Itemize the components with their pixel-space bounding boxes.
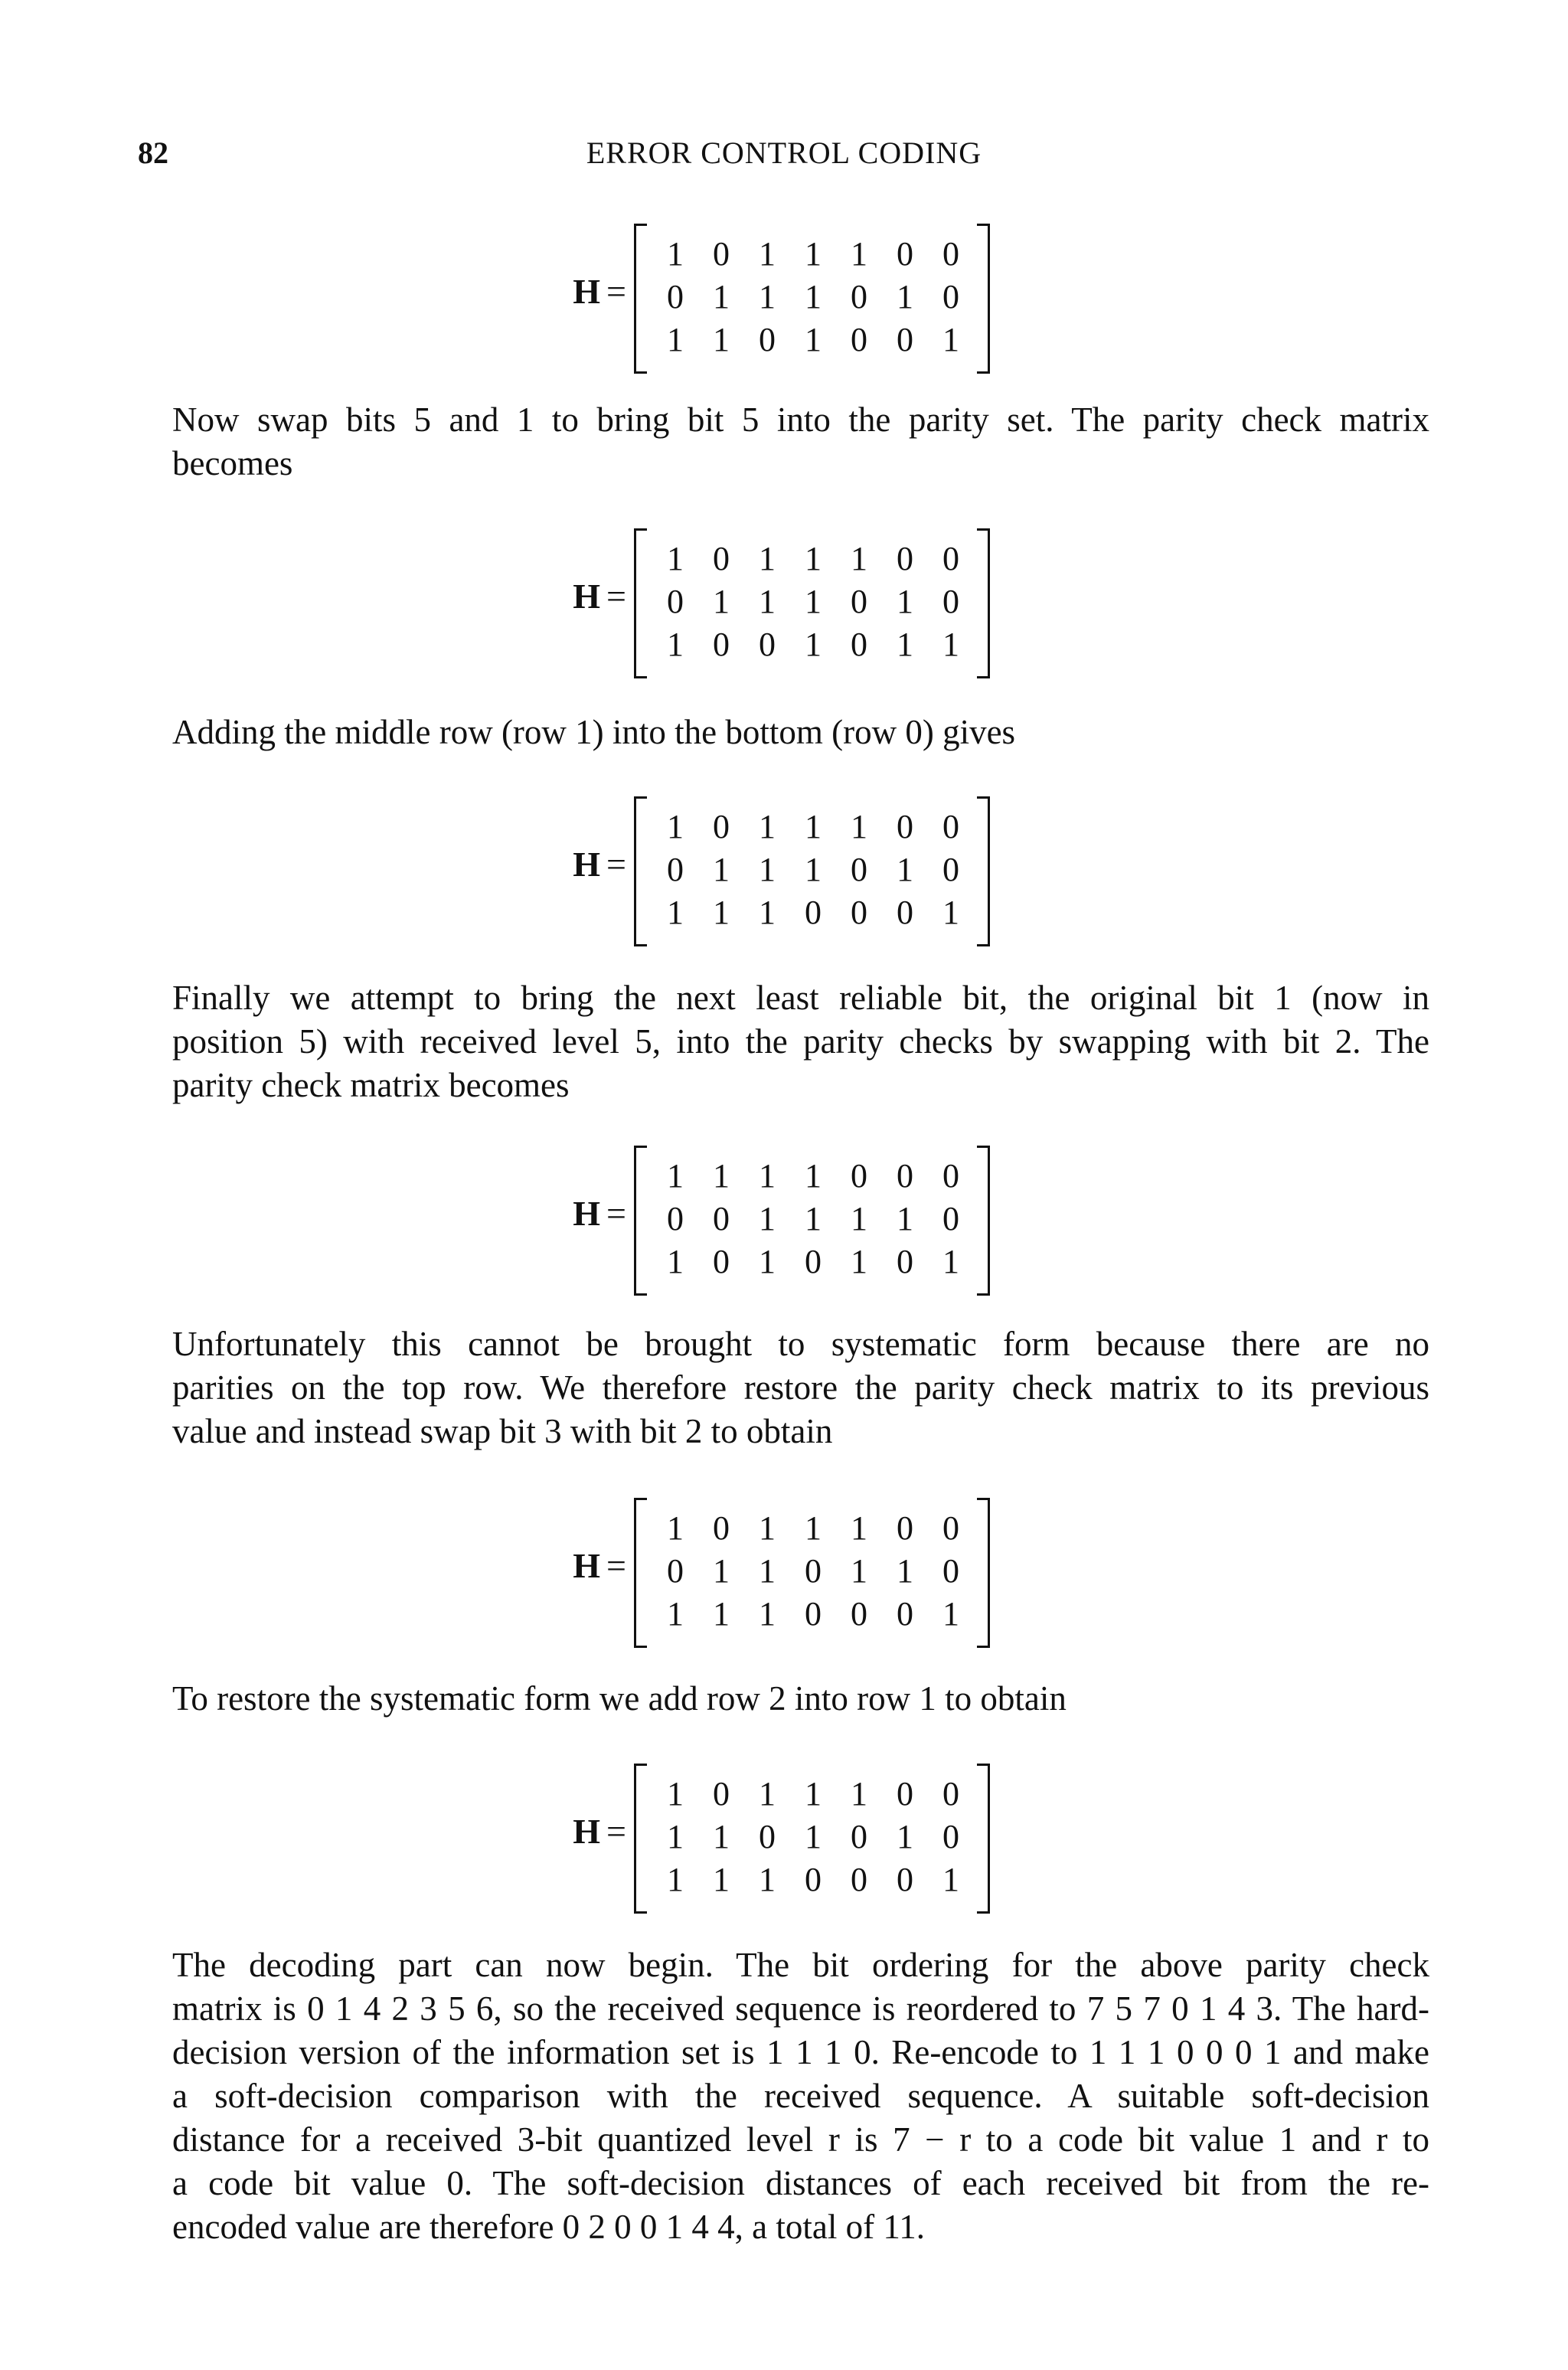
matrix-label: H = — [573, 577, 626, 616]
matrix-cell: 1 — [897, 1552, 913, 1590]
matrix-cell: 1 — [759, 540, 776, 577]
matrix-cell: 0 — [942, 851, 959, 888]
matrix-cell: 1 — [667, 321, 684, 358]
matrix-cell: 0 — [942, 1552, 959, 1590]
matrix-row — [652, 233, 974, 276]
matrix-cell: 1 — [759, 1861, 776, 1898]
matrix-cell: 0 — [667, 851, 684, 888]
matrix-cell: 0 — [713, 1509, 730, 1547]
matrix-cell: 1 — [851, 1509, 867, 1547]
matrix-cell: 0 — [942, 540, 959, 577]
matrix-cell: 0 — [897, 1861, 913, 1898]
text-line: matrix is 0 1 4 2 3 5 6, so the received sequence is reordered to 7 5 7 0 1 4 3. The hard- — [172, 1989, 1429, 2028]
matrix-cell: 1 — [713, 894, 730, 931]
matrix-cell: 1 — [713, 583, 730, 620]
parity-check-matrix — [634, 796, 1017, 943]
matrix-cell: 0 — [667, 583, 684, 620]
text-line: Finally we attempt to bring the next least reliable bit, the original bit 1 (now in — [172, 979, 1429, 1017]
matrix-cell: 1 — [805, 540, 822, 577]
right-bracket — [977, 528, 990, 678]
matrix-cell: 0 — [897, 808, 913, 845]
matrix-label: H = — [573, 1812, 626, 1851]
matrix-cell: 0 — [851, 321, 867, 358]
matrix-cell: 0 — [942, 278, 959, 315]
matrix-cell: 1 — [942, 1595, 959, 1633]
matrix-cell: 1 — [897, 851, 913, 888]
matrix-row — [652, 1773, 974, 1816]
text-line: Adding the middle row (row 1) into the bottom (row 0) gives — [172, 713, 1016, 751]
matrix-cell: 1 — [851, 540, 867, 577]
running-head: ERROR CONTROL CODING — [586, 136, 982, 170]
matrix-cell: 1 — [759, 808, 776, 845]
matrix-cell: 1 — [667, 1595, 684, 1633]
right-bracket — [977, 1146, 990, 1296]
matrix-row — [652, 1550, 974, 1593]
matrix-cell: 1 — [805, 321, 822, 358]
matrix-row — [652, 1198, 974, 1241]
text-line: Unfortunately this cannot be brought to systematic form because there are no — [172, 1325, 1429, 1363]
matrix-cell: 0 — [942, 1509, 959, 1547]
matrix-row — [652, 1593, 974, 1636]
left-bracket — [634, 224, 647, 374]
matrix-cell: 1 — [897, 583, 913, 620]
matrix-row — [652, 1858, 974, 1901]
matrix-cell: 1 — [667, 540, 684, 577]
matrix-cell: 0 — [805, 1243, 822, 1280]
text-line: parity check matrix becomes — [172, 1066, 570, 1104]
parity-check-matrix — [634, 1146, 1017, 1293]
matrix-cell: 1 — [713, 1861, 730, 1898]
matrix-cell: 1 — [805, 626, 822, 663]
matrix-cell: 1 — [713, 1552, 730, 1590]
matrix-cell: 1 — [713, 1818, 730, 1855]
matrix-cell: 0 — [805, 1861, 822, 1898]
text-line: becomes — [172, 444, 293, 482]
matrix-cell: 0 — [897, 1775, 913, 1813]
text-line: parities on the top row. We therefore restore the parity check matrix to its previous — [172, 1368, 1429, 1407]
paragraph-5 — [172, 1677, 1429, 1721]
matrix-cell: 0 — [805, 1552, 822, 1590]
matrix-cell: 1 — [805, 1157, 822, 1195]
matrix-cell: 0 — [897, 1509, 913, 1547]
matrix-cell: 0 — [851, 278, 867, 315]
matrix-cell: 0 — [897, 1243, 913, 1280]
text-line: To restore the systematic form we add row 2 into row 1 to obtain — [172, 1679, 1067, 1718]
left-bracket — [634, 1498, 647, 1648]
matrix-cell: 1 — [759, 894, 776, 931]
matrix-cell: 1 — [667, 1509, 684, 1547]
matrix-cell: 0 — [897, 321, 913, 358]
matrix-cell: 1 — [759, 1157, 776, 1195]
parity-check-matrix — [634, 224, 1017, 371]
matrix-cell: 0 — [897, 1157, 913, 1195]
text-line: position 5) with received level 5, into the parity checks by swapping with bit 2. The — [172, 1022, 1429, 1061]
matrix-cell: 0 — [942, 1200, 959, 1237]
matrix-cell: 1 — [667, 235, 684, 273]
matrix-cell: 1 — [805, 583, 822, 620]
matrix-cell: 1 — [759, 583, 776, 620]
matrix-cell: 0 — [805, 894, 822, 931]
matrix-cell: 1 — [805, 1200, 822, 1237]
matrix-cell: 0 — [667, 278, 684, 315]
matrix-cell: 1 — [805, 1509, 822, 1547]
matrix-cell: 0 — [713, 235, 730, 273]
matrix-cell: 1 — [851, 1552, 867, 1590]
matrix-cell: 1 — [667, 894, 684, 931]
matrix-cell: 0 — [897, 894, 913, 931]
matrix-cell: 0 — [942, 808, 959, 845]
matrix-cell: 0 — [759, 1818, 776, 1855]
text-line: a code bit value 0. The soft-decision distances of each received bit from the re- — [172, 2164, 1429, 2202]
matrix-cell: 1 — [759, 1552, 776, 1590]
text-line: distance for a received 3-bit quantized level r is 7 − r to a code bit value 1 and r to — [172, 2120, 1429, 2159]
matrix-cell: 0 — [942, 1775, 959, 1813]
left-bracket — [634, 1146, 647, 1296]
matrix-cell: 0 — [942, 1818, 959, 1855]
paragraph-2 — [172, 711, 1429, 754]
matrix-cell: 0 — [667, 1552, 684, 1590]
matrix-cell: 1 — [805, 1818, 822, 1855]
matrix-cell: 1 — [805, 1775, 822, 1813]
matrix-cell: 1 — [851, 808, 867, 845]
paragraph-4 — [172, 1322, 1429, 1453]
matrix-cell: 0 — [713, 540, 730, 577]
matrix-cell: 1 — [851, 235, 867, 273]
matrix-cell: 0 — [851, 851, 867, 888]
equation-6 — [550, 1764, 1040, 1911]
matrix-cell: 0 — [897, 540, 913, 577]
matrix-label: H = — [573, 272, 626, 311]
right-bracket — [977, 224, 990, 374]
matrix-cell: 0 — [713, 1775, 730, 1813]
matrix-row — [652, 1507, 974, 1550]
matrix-row — [652, 1241, 974, 1283]
matrix-cell: 0 — [851, 894, 867, 931]
equation-1 — [550, 224, 1040, 371]
page-number: 82 — [138, 136, 168, 170]
matrix-cell: 1 — [897, 278, 913, 315]
matrix-label: H = — [573, 845, 626, 884]
matrix-cell: 0 — [851, 1818, 867, 1855]
matrix-cell: 1 — [897, 626, 913, 663]
matrix-row — [652, 580, 974, 623]
matrix-cell: 0 — [897, 1595, 913, 1633]
left-bracket — [634, 528, 647, 678]
matrix-cell: 1 — [713, 851, 730, 888]
matrix-cell: 1 — [667, 1861, 684, 1898]
matrix-cell: 0 — [805, 1595, 822, 1633]
equation-2 — [550, 528, 1040, 675]
matrix-cell: 1 — [759, 851, 776, 888]
text-line: Now swap bits 5 and 1 to bring bit 5 into the parity set. The parity check matrix — [172, 400, 1429, 439]
matrix-cell: 1 — [759, 1595, 776, 1633]
matrix-cell: 1 — [942, 321, 959, 358]
matrix-row — [652, 848, 974, 891]
left-bracket — [634, 796, 647, 946]
matrix-cell: 1 — [713, 1157, 730, 1195]
matrix-row — [652, 623, 974, 666]
matrix-row — [652, 806, 974, 848]
matrix-row — [652, 319, 974, 361]
matrix-row — [652, 1816, 974, 1858]
matrix-row — [652, 891, 974, 934]
parity-check-matrix — [634, 528, 1017, 675]
matrix-cell: 1 — [759, 1243, 776, 1280]
matrix-cell: 1 — [942, 894, 959, 931]
matrix-cell: 1 — [667, 1818, 684, 1855]
matrix-cell: 0 — [713, 1200, 730, 1237]
text-line: The decoding part can now begin. The bit ordering for the above parity check — [172, 1946, 1429, 1984]
paragraph-1 — [172, 398, 1429, 485]
matrix-cell: 1 — [667, 1157, 684, 1195]
equation-5 — [550, 1498, 1040, 1645]
parity-check-matrix — [634, 1498, 1017, 1645]
matrix-label: H = — [573, 1546, 626, 1585]
matrix-cell: 0 — [942, 235, 959, 273]
parity-check-matrix — [634, 1764, 1017, 1911]
matrix-cell: 0 — [851, 1861, 867, 1898]
matrix-cell: 1 — [759, 1775, 776, 1813]
matrix-row — [652, 1155, 974, 1198]
matrix-cell: 0 — [942, 583, 959, 620]
matrix-cell: 1 — [851, 1775, 867, 1813]
matrix-cell: 1 — [942, 1861, 959, 1898]
matrix-cell: 1 — [713, 278, 730, 315]
paragraph-3 — [172, 976, 1429, 1107]
right-bracket — [977, 1498, 990, 1648]
matrix-cell: 1 — [759, 235, 776, 273]
equation-3 — [550, 796, 1040, 943]
text-line: decision version of the information set is 1 1 1 0. Re-encode to 1 1 1 0 0 0 1 and make — [172, 2033, 1429, 2071]
matrix-cell: 0 — [759, 321, 776, 358]
equation-4 — [550, 1146, 1040, 1293]
matrix-cell: 1 — [851, 1243, 867, 1280]
matrix-cell: 1 — [667, 626, 684, 663]
matrix-cell: 1 — [942, 626, 959, 663]
matrix-cell: 0 — [851, 1157, 867, 1195]
matrix-cell: 0 — [759, 626, 776, 663]
left-bracket — [634, 1764, 647, 1914]
matrix-cell: 1 — [713, 321, 730, 358]
matrix-cell: 0 — [713, 626, 730, 663]
matrix-cell: 1 — [667, 1775, 684, 1813]
matrix-row — [652, 538, 974, 580]
matrix-cell: 0 — [851, 583, 867, 620]
text-line: a soft-decision comparison with the received sequence. A suitable soft-decision — [172, 2077, 1429, 2115]
right-bracket — [977, 796, 990, 946]
text-line: value and instead swap bit 3 with bit 2 to obtain — [172, 1412, 833, 1450]
right-bracket — [977, 1764, 990, 1914]
matrix-cell: 0 — [667, 1200, 684, 1237]
matrix-cell: 1 — [667, 808, 684, 845]
matrix-cell: 1 — [805, 851, 822, 888]
matrix-cell: 0 — [851, 626, 867, 663]
matrix-row — [652, 276, 974, 319]
matrix-cell: 1 — [713, 1595, 730, 1633]
matrix-cell: 1 — [805, 235, 822, 273]
matrix-cell: 1 — [897, 1200, 913, 1237]
text-line: encoded value are therefore 0 2 0 0 1 4 4, a total of 11. — [172, 2208, 925, 2246]
matrix-cell: 1 — [805, 278, 822, 315]
matrix-cell: 1 — [759, 278, 776, 315]
matrix-cell: 1 — [759, 1509, 776, 1547]
matrix-cell: 1 — [942, 1243, 959, 1280]
matrix-cell: 0 — [897, 235, 913, 273]
matrix-cell: 0 — [713, 1243, 730, 1280]
matrix-cell: 0 — [942, 1157, 959, 1195]
matrix-cell: 1 — [805, 808, 822, 845]
matrix-cell: 0 — [713, 808, 730, 845]
paragraph-6 — [172, 1943, 1429, 2249]
matrix-cell: 1 — [851, 1200, 867, 1237]
matrix-cell: 0 — [851, 1595, 867, 1633]
matrix-cell: 1 — [667, 1243, 684, 1280]
matrix-label: H = — [573, 1194, 626, 1233]
matrix-cell: 1 — [759, 1200, 776, 1237]
matrix-cell: 1 — [897, 1818, 913, 1855]
